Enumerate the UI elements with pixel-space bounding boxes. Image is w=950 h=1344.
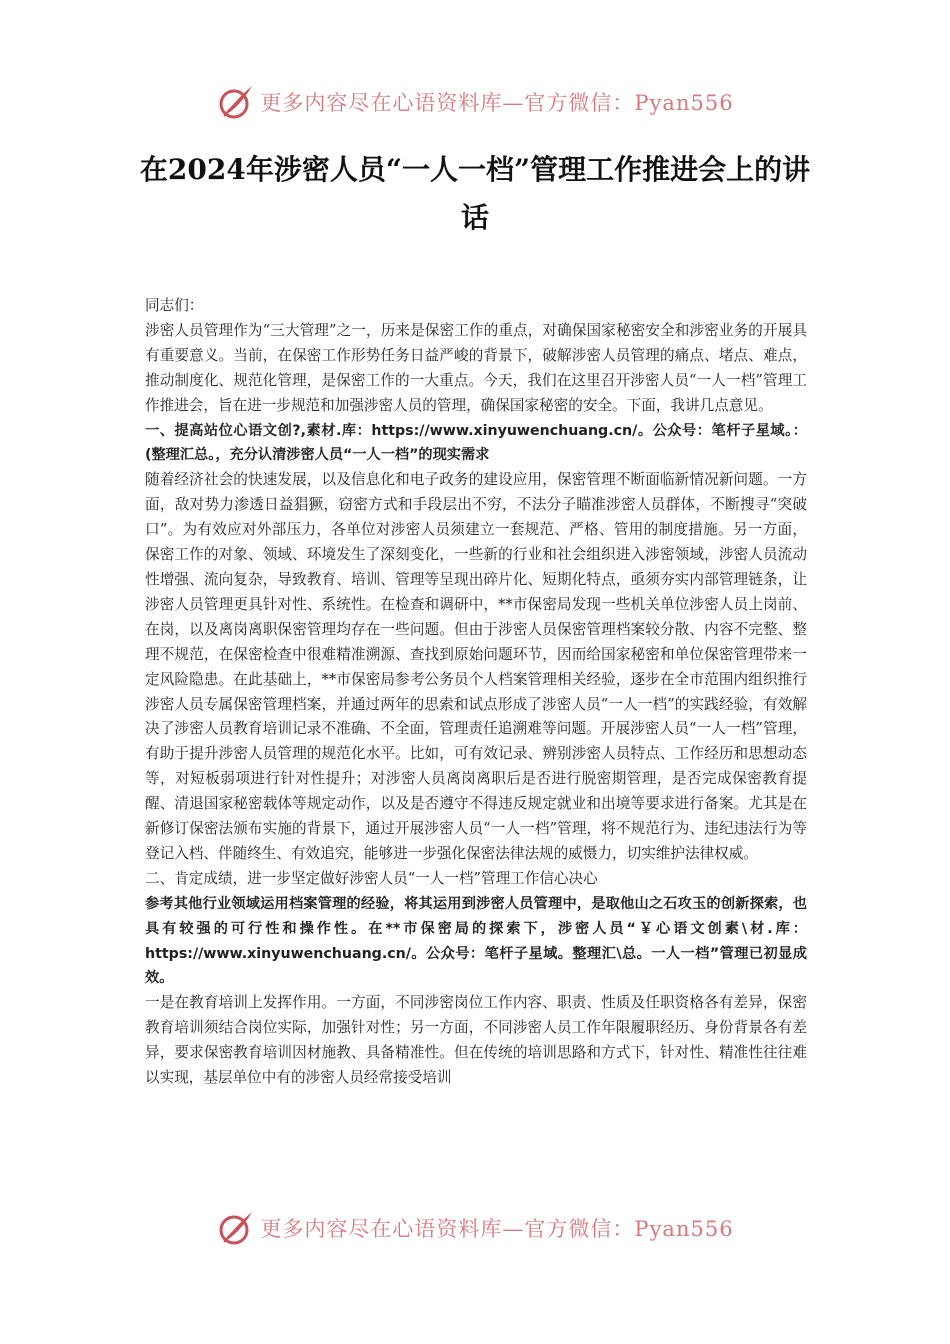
intro-paragraph: 涉密人员管理作为“三大管理”之一，历来是保密工作的重点，对确保国家秘密安全和涉密业务的开展具有重要意义。当前，在保密工作形势任务日益严峻的背景下，破解涉密人员管理的痛点、堵点、难点，推动制度化、规范化管理，是保密工作的一大重点。今天，我们在这里召开涉密人员“一人一档”管理工作推进会，旨在进一步规范和加强涉密人员的管理，确保国家秘密的安全。下面，我讲几点意见。 [145, 321, 807, 414]
salutation: 同志们： [145, 297, 204, 314]
page-title: 在2024年涉密人员“一人一档”管理工作推进会上的讲话 [139, 153, 811, 234]
section-heading-1: 一、提高站位心语文创?,素材.库：https://www.xinyuwenchuang.cn/。公众号：笔杆子星域。：(整理汇总。，充分认清涉密人员“一人一档”的现实需求 [145, 422, 807, 464]
watermark-text: 更多内容尽在心语资料库—官方微信：Pyan556 [260, 1217, 734, 1241]
document-body [145, 294, 807, 1091]
section-heading-2: 二、肯定成绩，进一步坚定做好涉密人员“一人一档”管理工作信心决心 [145, 869, 598, 887]
feather-logo-icon [216, 82, 256, 122]
section-2-paragraph: 一是在教育培训上发挥作用。一方面，不同涉密岗位工作内容、职责、性质及任职资格各有差异，保密教育培训须结合岗位实际，加强针对性；另一方面，不同涉密人员工作年限履职经历、身份背景各有差异，要求保密教育培训因材施教、具备精准性。但在传统的培训思路和方式下，针对性、精准性往往难以实现，基层单位中有的涉密人员经常接受培训 [145, 994, 807, 1087]
bottom-watermark-banner [0, 1206, 950, 1250]
top-watermark-banner [0, 80, 950, 124]
section-1-paragraph: 随着经济社会的快速发展，以及信息化和电子政务的建设应用，保密管理不断面临新情况新问题。一方面，敌对势力渗透日益猖獗，窃密方式和手段层出不穷，不法分子瞄准涉密人员群体，不断搜寻“突破口”。为有效应对外部压力，各单位对涉密人员须建立一套规范、严格、管用的制度措施。另一方面，保密工作的对象、领域、环境发生了深刻变化，一些新的行业和社会组织进入涉密领域，涉密人员流动性增强、流向复杂，导致教育、培训、管理等呈现出碎片化、短期化特点，亟须夯实内部管理链条，让涉密人员管理更具针对性、系统性。在检查和调研中，**市保密局发现一些机关单位涉密人员上岗前、在岗，以及离岗离职保密管理均存在一些问题。但由于涉密人员保密管理档案较分散、内容不完整、整理不规范，在保密检查中很难精准溯源、查找到原始问题环节，因而给国家秘密和单位保密管理带来一定风险隐患。在此基础上，**市保密局参考公务员个人档案管理相关经验，逐步在全市范围内组织推行涉密人员专属保密管理档案，并通过两年的思索和试点形成了涉密人员“一人一档”的实践经验，有效解决了涉密人员教育培训记录不准确、不全面，管理责任追溯难等问题。开展涉密人员“一人一档”管理，有助于提升涉密人员管理的规范化水平。比如，可有效记录、辨别涉密人员特点、工作经历和思想动态等，对短板弱项进行针对性提升；对涉密人员离岗离职后是否进行脱密期管理，是否完成保密教育提醒、清退国家秘密载体等规定动作，以及是否遵守不得违反规定就业和出境等要求进行备案。尤其是在新修订保密法颁布实施的背景下，通过开展涉密人员“一人一档”管理，将不规范行为、违纪违法行为等登记入档、伴随终生、有效追究，能够进一步强化保密法律法规的威慑力，切实维护法律权威。 [145, 471, 807, 862]
section-2-lead-paragraph: 参考其他行业领域运用档案管理的经验，将其运用到涉密人员管理中，是取他山之石攻玉的创新探索，也具有较强的可行性和操作性。在**市保密局的探索下，涉密人员“￥心语文创素\材.库：https://www.xinyuwenchuang.cn/。公众号：笔杆子星域。整理汇\总。一人一档”管理已初显成效。 [145, 895, 807, 987]
feather-logo-icon [216, 1208, 256, 1248]
watermark-text: 更多内容尽在心语资料库—官方微信：Pyan556 [260, 91, 734, 115]
